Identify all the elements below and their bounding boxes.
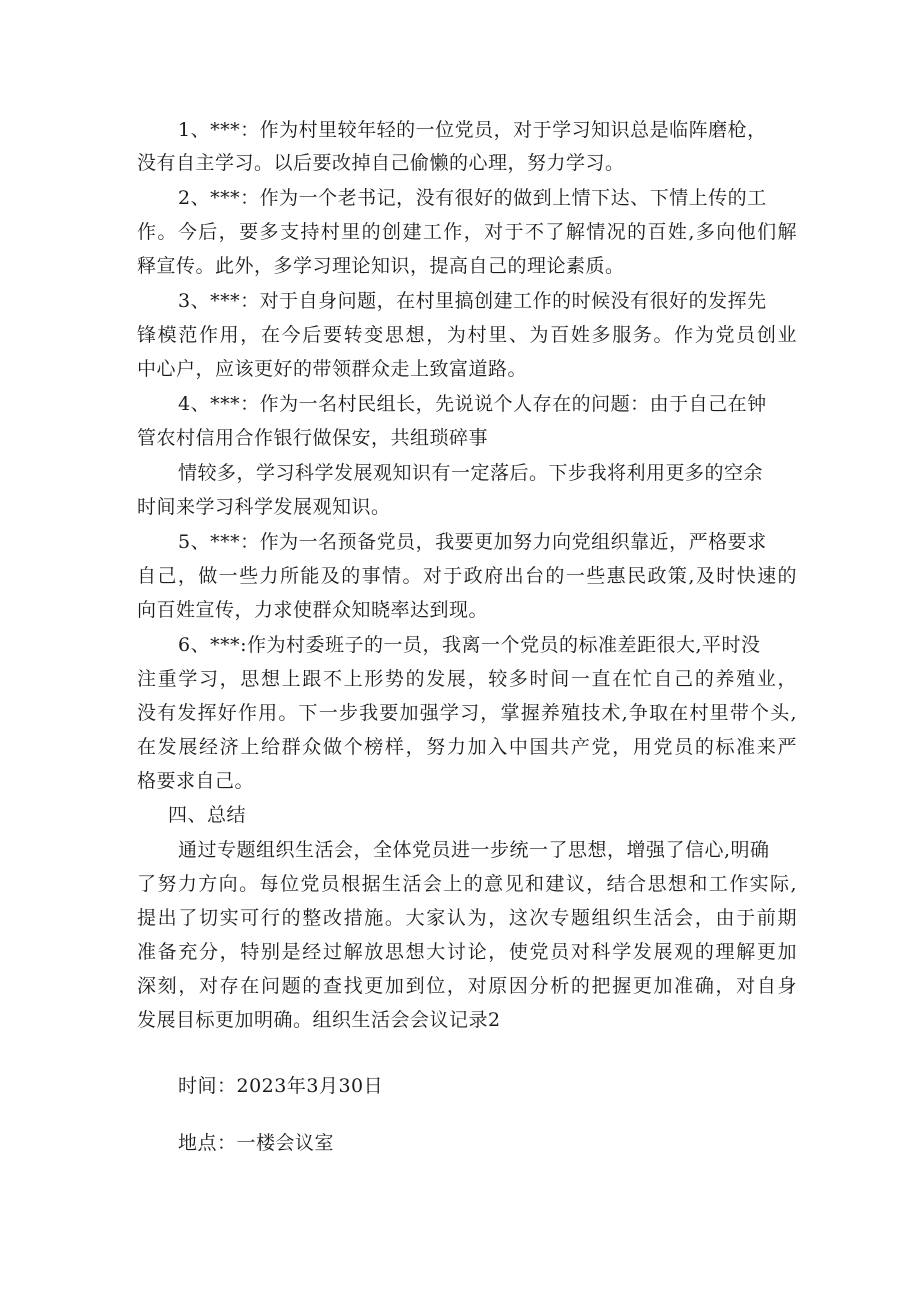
meeting-location: 地点：一楼会议室 bbox=[178, 1132, 335, 1154]
paragraph-2-line-2: 作。今后，要多支持村里的创建工作，对于不了解情况的百姓,多向他们解 bbox=[137, 221, 797, 243]
paragraph-6-line-2: 注重学习，思想上跟不上形势的发展，较多时间一直在忙自己的养殖业， bbox=[137, 668, 797, 690]
paragraph-1-line-1: 1、***：作为村里较年轻的一位党员，对于学习知识总是临阵磨枪， bbox=[178, 119, 767, 141]
section-heading-summary: 四、总结 bbox=[168, 804, 247, 826]
paragraph-6-line-4: 在发展经济上给群众做个榜样，努力加入中国共产党，用党员的标准来严 bbox=[137, 736, 797, 758]
summary-line-1: 通过专题组织生活会，全体党员进一步统一了思想，增强了信心,明确 bbox=[178, 839, 770, 861]
paragraph-5-line-1: 5、***：作为一名预备党员，我要更加努力向党组织靠近，严格要求 bbox=[178, 531, 767, 553]
paragraph-4-line-4: 时间来学习科学发展观知识。 bbox=[137, 496, 391, 518]
paragraph-4-line-2: 管农村信用合作银行做保安，共组琐碎事 bbox=[137, 427, 489, 449]
paragraph-1-line-2: 没有自主学习。以后要改掉自己偷懒的心理，努力学习。 bbox=[137, 152, 625, 174]
paragraph-6-line-3: 没有发挥好作用。下一步我要加强学习，掌握养殖技术,争取在村里带个头, bbox=[137, 702, 797, 724]
summary-line-4: 准备充分，特别是经过解放思想大讨论，使党员对科学发展观的理解更加 bbox=[137, 941, 797, 963]
paragraph-5-line-2: 自己，做一些力所能及的事情。对于政府出台的一些惠民政策,及时快速的 bbox=[137, 565, 797, 587]
paragraph-3-line-1: 3、***：对于自身问题，在村里搞创建工作的时候没有很好的发挥先 bbox=[178, 290, 767, 312]
summary-line-5: 深刻，对存在问题的查找更加到位，对原因分析的把握更加准确，对自身 bbox=[137, 975, 797, 997]
summary-line-2: 了努力方向。每位党员根据生活会上的意见和建议，结合思想和工作实际, bbox=[137, 873, 797, 895]
summary-line-6: 发展目标更加明确。组织生活会会议记录2 bbox=[137, 1009, 501, 1031]
paragraph-4-line-1: 4、***：作为一名村民组长，先说说个人存在的问题：由于自己在钟 bbox=[178, 393, 767, 415]
paragraph-2-line-1: 2、***：作为一个老书记，没有很好的做到上情下达、下情上传的工 bbox=[178, 187, 767, 209]
paragraph-6-line-1: 6、***:作为村委班子的一员，我离一个党员的标准差距很大,平时没 bbox=[178, 634, 761, 656]
paragraph-6-line-5: 格要求自己。 bbox=[137, 770, 255, 792]
paragraph-5-line-3: 向百姓宣传，力求使群众知晓率达到现。 bbox=[137, 599, 489, 621]
summary-line-3: 提出了切实可行的整改措施。大家认为，这次专题组织生活会，由于前期 bbox=[137, 907, 797, 929]
paragraph-3-line-3: 中心户，应该更好的带领群众走上致富道路。 bbox=[137, 358, 528, 380]
paragraph-2-line-3: 释宣传。此外，多学习理论知识，提高自己的理论素质。 bbox=[137, 255, 625, 277]
paragraph-3-line-2: 锋模范作用，在今后要转变思想，为村里、为百姓多服务。作为党员创业 bbox=[137, 324, 797, 346]
paragraph-4-line-3: 情较多，学习科学发展观知识有一定落后。下步我将利用更多的空余 bbox=[178, 462, 764, 484]
meeting-time: 时间：2023年3月30日 bbox=[178, 1075, 384, 1097]
